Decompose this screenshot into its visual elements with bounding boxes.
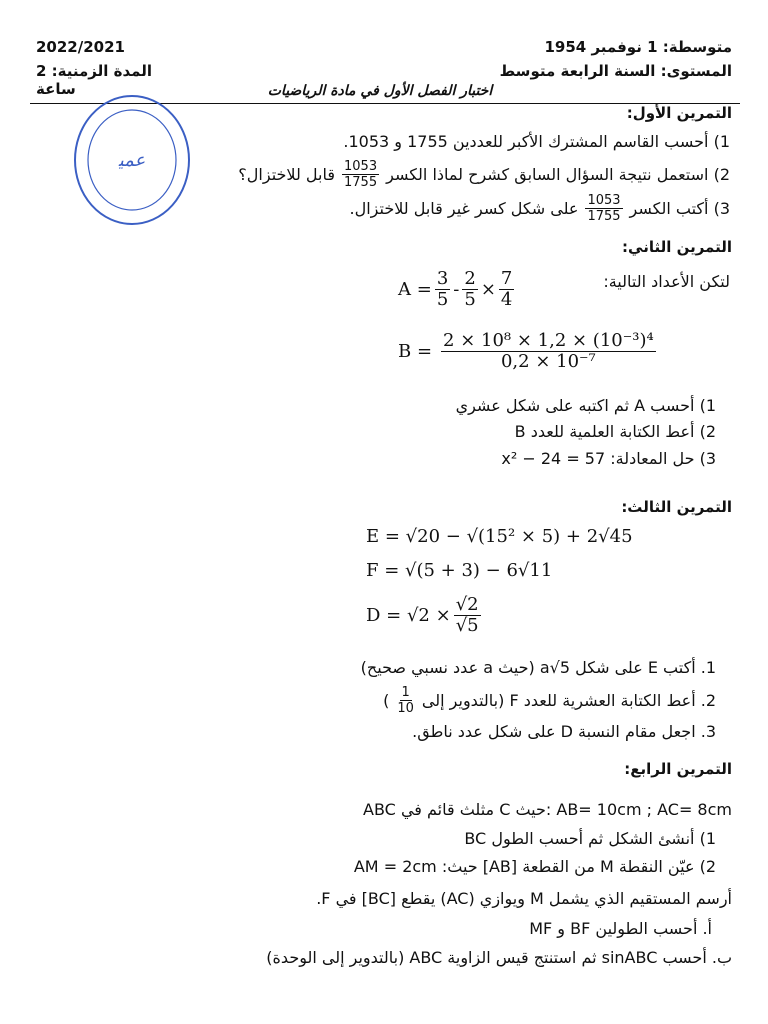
frac-den: √5 [455,615,479,636]
B-fraction [441,332,656,371]
A-times: × [480,279,496,300]
ex3-q2-text-end: ) [383,691,390,710]
ex4-line-4: أرسم المستقيم الذي يشمل M ويوازي (AC) يقطع [BC] في F. [316,889,732,908]
A-frac-2 [462,270,477,309]
expr-D [366,596,484,635]
ex4-line-5: أ. أحسب الطولين BF و MF [529,919,712,938]
school-name: متوسطة: 1 نوفمبر 1954 [544,38,732,56]
frac-den: 5 [464,289,476,310]
frac-den: 4 [500,289,513,310]
level: المستوى: السنة الرابعة متوسط [499,62,732,80]
svg-text:ﻋﻤﯿ: ﻋﻤﯿ [118,150,146,171]
ex4-line-1: ABC مثلث قائم في C حيث: AB= 10cm ; AC= 8cm [363,800,732,819]
frac-num: 2 [464,268,476,289]
A-frac-1 [435,270,450,309]
frac-num: 1 [401,685,410,700]
frac-den: 5 [436,289,449,310]
ex1-q2 [130,160,730,189]
frac-num: √2 [455,594,479,615]
ex1-heading: التمرين الأول: [626,104,732,122]
A-minus: - [453,279,460,300]
frac-den: 1755 [344,175,378,190]
frac-num: 7 [500,268,513,289]
frac-den: 10 [397,701,414,716]
expr-B [398,332,659,371]
ex2-q1: 1) أحسب A ثم اكتبه على شكل عشري [455,396,716,415]
frac-den: 0,2 × 10⁻⁷ [500,351,596,372]
ex3-q2-fraction [395,686,416,715]
ex3-heading: التمرين الثالث: [621,498,732,516]
ex3-q1: 1. أكتب E على شكل a√5 (حيث a عدد نسبي صحيح) [360,658,716,677]
ex2-intro: لتكن الأعداد التالية: [603,272,730,291]
frac-num: 1053 [344,159,378,174]
D-label: D = √2 × [366,605,451,626]
A-label: A = [398,279,432,300]
ex4-heading: التمرين الرابع: [624,760,732,778]
frac-num: 2 × 10⁸ × 1,2 × (10⁻³)⁴ [443,330,654,351]
ex2-q3: 3) حل المعادلة: x² − 24 = 57 [501,449,716,468]
ex1-q3-fraction [585,194,622,223]
ex1-q2-text: 2) استعمل نتيجة السؤال السابق كشرح لماذا الكسر [386,165,730,184]
D-fraction [454,596,481,635]
ex1-q1: 1) أحسب القاسم المشترك الأكبر للعددين 1755 و 1053. [343,132,730,151]
B-label: B = [398,341,433,362]
ex1-q3 [130,194,730,223]
ex1-q3-text-end: على شكل كسر غير قابل للاختزال. [349,199,579,218]
school-year: 2022/2021 [36,38,125,56]
exam-title: اختبار الفصل الأول في مادة الرياضيات [267,83,493,99]
ex4-line-2: 1) أنشئ الشكل ثم أحسب الطول BC [464,829,716,848]
ex4-line-3: 2) عيّن النقطة M من القطعة [AB] حيث: AM = 2cm [353,857,716,876]
ex1-q3-text: 3) أكتب الكسر [629,199,730,218]
expr-A [398,270,517,309]
ex3-q3: 3. اجعل مقام النسبة D على شكل عدد ناطق. [412,722,716,741]
duration: المدة الزمنية: 2 ساعة [36,62,152,98]
ex1-q2-fraction [342,160,379,189]
ex2-q2: 2) أعط الكتابة العلمية للعدد B [514,422,716,441]
frac-den: 1755 [587,209,621,224]
A-frac-3 [499,270,514,309]
ex2-heading: التمرين الثاني: [622,238,732,256]
frac-num: 3 [436,268,449,289]
ex1-q2-text-end: قابل للاختزال؟ [238,165,336,184]
expr-E: E = √20 − √(15² × 5) + 2√45 [366,526,633,547]
ex3-q2-text: 2. أعط الكتابة العشرية للعدد F (بالتدوير إلى [421,691,716,710]
expr-F: F = √(5 + 3) − 6√11 [366,560,553,581]
frac-num: 1053 [587,193,621,208]
ex4-line-6: ب. أحسب sinABC ثم استنتج قيس الزاوية ABC (بالتدوير إلى الوحدة) [266,948,732,967]
ex3-q2 [216,686,716,715]
